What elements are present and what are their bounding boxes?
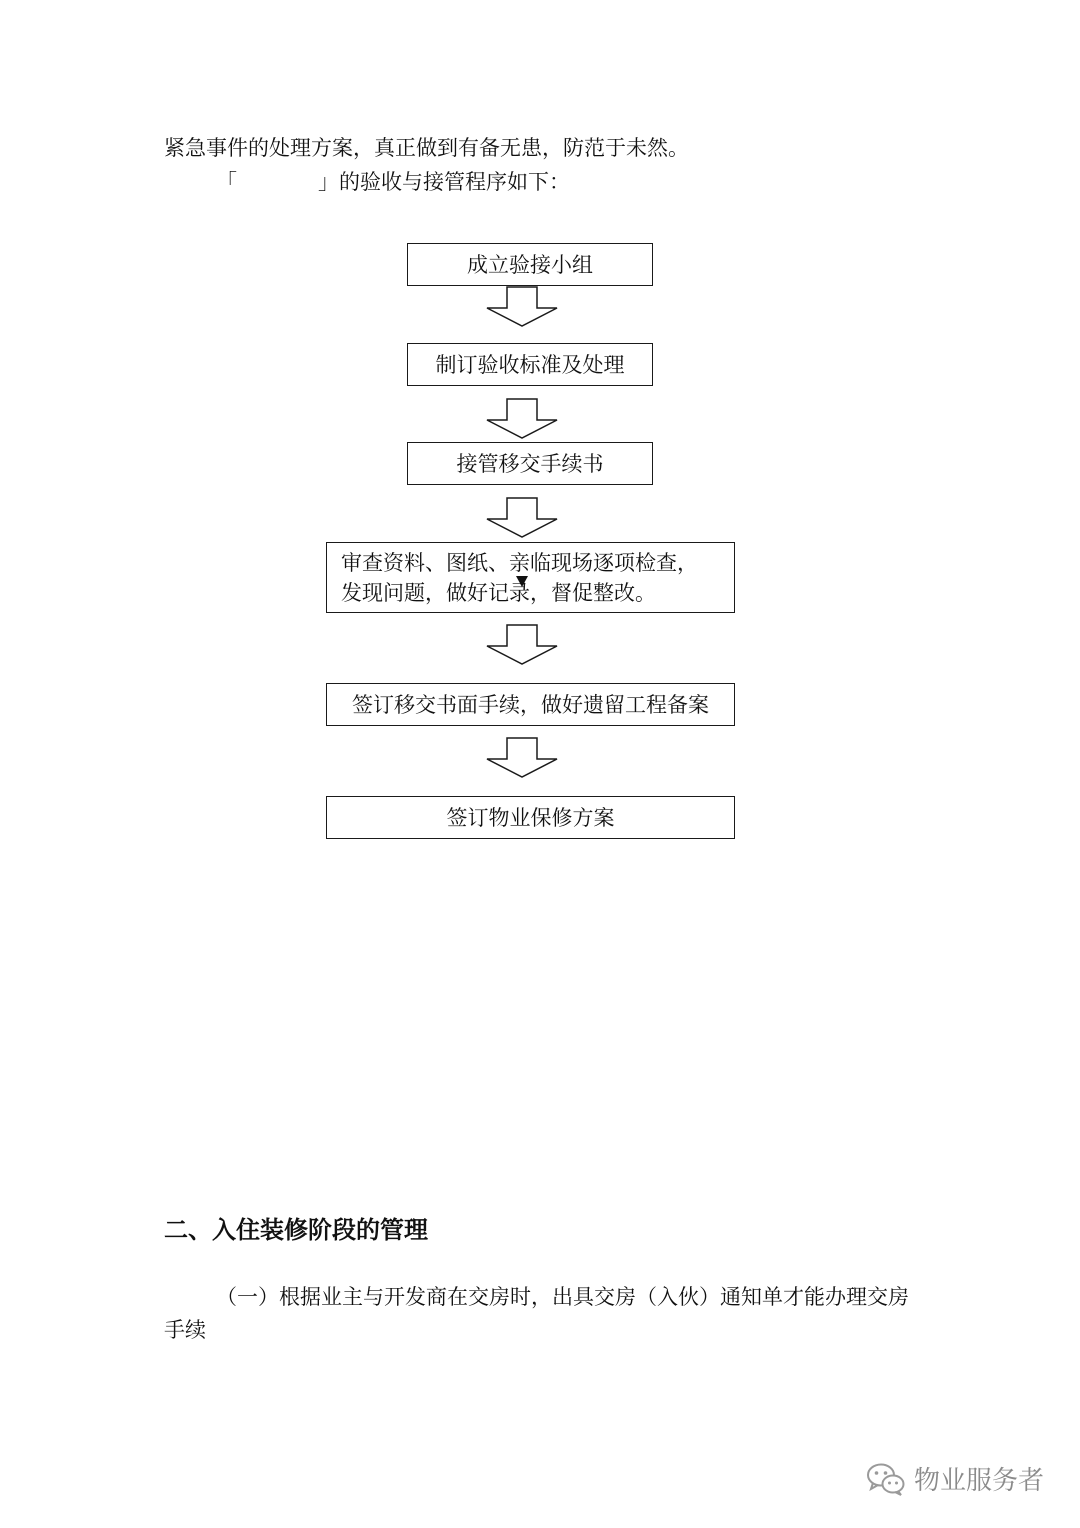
intro-line-1: 紧急事件的处理方案，真正做到有备无患，防范于未然。 <box>164 136 689 160</box>
flow-step-3-label: 接管移交手续书 <box>456 451 604 476</box>
flow-step-6-label: 签订物业保修方案 <box>446 805 615 830</box>
flow-step-2-label: 制订验收标准及处理 <box>435 352 625 377</box>
flow-arrow-5 <box>485 737 559 779</box>
flow-step-1 <box>407 243 653 286</box>
flow-step-4-line-1: 审查资料、图纸、亲临现场逐项检查， <box>341 550 698 575</box>
section-2-paragraph-line-2: 手续 <box>164 1318 206 1342</box>
flow-step-5-label: 签订移交书面手续，做好遗留工程备案 <box>352 692 709 717</box>
flow-step-3 <box>407 442 653 485</box>
flow-step-1-label: 成立验接小组 <box>467 252 593 277</box>
flow-arrow-2 <box>485 398 559 440</box>
flow-step-2 <box>407 343 653 386</box>
flow-arrow-4 <box>485 624 559 666</box>
section-2-paragraph-line-1: （一）根据业主与开发商在交房时，出具交房（入伙）通知单才能办理交房 <box>216 1285 909 1309</box>
flow-arrow-3 <box>485 497 559 539</box>
intro-line-2-open: 「 <box>216 170 237 194</box>
watermark <box>866 1460 1044 1497</box>
flow-step-4 <box>326 542 735 613</box>
flow-step-4-line-2: 发现问题，做好记录，督促整改。 <box>341 580 656 605</box>
watermark-text: 物业服务者 <box>914 1466 1045 1496</box>
flow-step-5 <box>326 683 735 726</box>
flow-arrow-1 <box>485 286 559 328</box>
wechat-icon <box>866 1462 906 1496</box>
intro-line-2-close: 」的验收与接管程序如下： <box>318 170 570 194</box>
arrow-tip-marker <box>516 576 528 587</box>
section-2-heading: 二、入住装修阶段的管理 <box>164 1215 428 1244</box>
flow-step-6 <box>326 796 735 839</box>
